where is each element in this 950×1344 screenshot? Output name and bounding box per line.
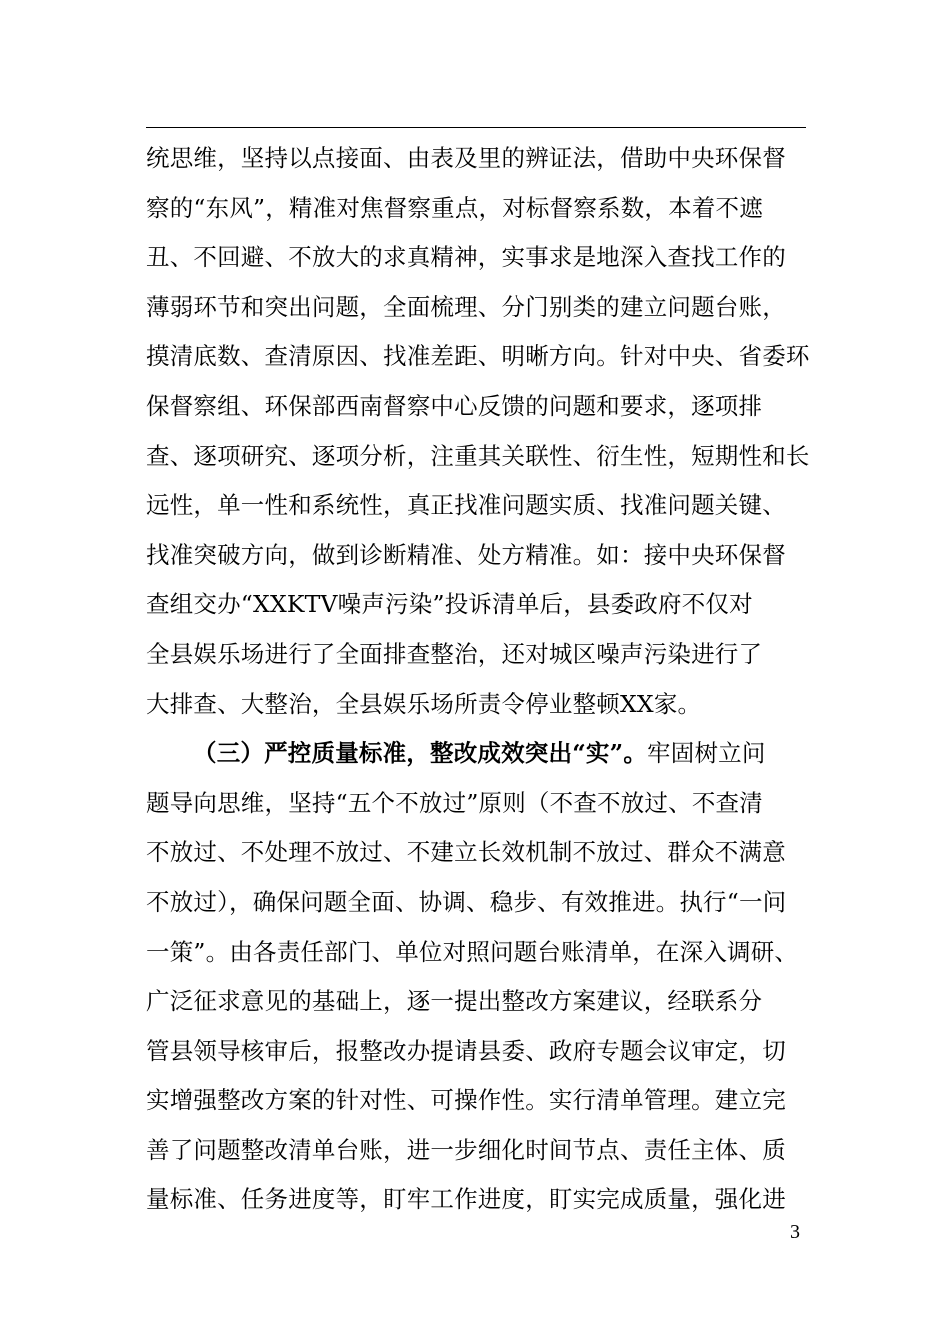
section-heading-line xyxy=(146,729,846,779)
text-line: 查、逐项研究、逐项分析，注重其关联性、衍生性，短期性和长 xyxy=(146,441,810,470)
header-rule xyxy=(146,127,806,128)
section-heading: （三）严控质量标准，整改成效突出“实”。 xyxy=(193,739,648,768)
text-line: 一策”。由各责任部门、单位对照问题台账清单，在深入调研、 xyxy=(146,937,799,966)
text-line: 保督察组、环保部西南督察中心反馈的问题和要求，逐项排 xyxy=(146,391,763,420)
page-number: 3 xyxy=(790,1221,800,1243)
text-line: 善了问题整改清单台账，进一步细化时间节点、责任主体、质 xyxy=(146,1135,786,1164)
text-line: 全县娱乐场进行了全面排查整治，还对城区噪声污染进行了 xyxy=(146,639,763,668)
section-heading-tail: 牢固树立问 xyxy=(647,739,766,768)
text-line: 找准突破方向，做到诊断精准、处方精准。如：接中央环保督 xyxy=(146,540,786,569)
text-line: 摸清底数、查清原因、找准差距、明晰方向。针对中央、省委环 xyxy=(146,342,810,371)
body-text xyxy=(146,134,846,1225)
text-line: 管县领导核审后，报整改办提请县委、政府专题会议审定，切 xyxy=(146,1036,786,1065)
text-line: 查组交办“XXKTV噪声污染”投诉清单后，县委政府不仅对 xyxy=(146,590,753,619)
text-line: 察的“东风”，精准对焦督察重点，对标督察系数，本着不遮 xyxy=(146,193,763,222)
text-line: 题导向思维，坚持“五个不放过”原则（不查不放过、不查清 xyxy=(146,788,763,817)
text-line: 量标准、任务进度等，盯牢工作进度，盯实完成质量，强化进 xyxy=(146,1185,786,1214)
text-line: 大排查、大整治，全县娱乐场所责令停业整顿XX家。 xyxy=(146,689,702,718)
text-line: 薄弱环节和突出问题，全面梳理、分门别类的建立问题台账， xyxy=(146,292,786,321)
text-line: 丑、不回避、不放大的求真精神，实事求是地深入查找工作的 xyxy=(146,243,786,272)
text-line: 不放过），确保问题全面、协调、稳步、有效推进。执行“一问 xyxy=(146,887,787,916)
text-line: 不放过、不处理不放过、不建立长效机制不放过、群众不满意 xyxy=(146,838,786,867)
text-line: 统思维，坚持以点接面、由表及里的辨证法，借助中央环保督 xyxy=(146,144,786,172)
text-line: 实增强整改方案的针对性、可操作性。实行清单管理。建立完 xyxy=(146,1086,786,1115)
text-line: 广泛征求意见的基础上，逐一提出整改方案建议，经联系分 xyxy=(146,987,763,1016)
text-line: 远性，单一性和系统性，真正找准问题实质、找准问题关键、 xyxy=(146,491,786,520)
